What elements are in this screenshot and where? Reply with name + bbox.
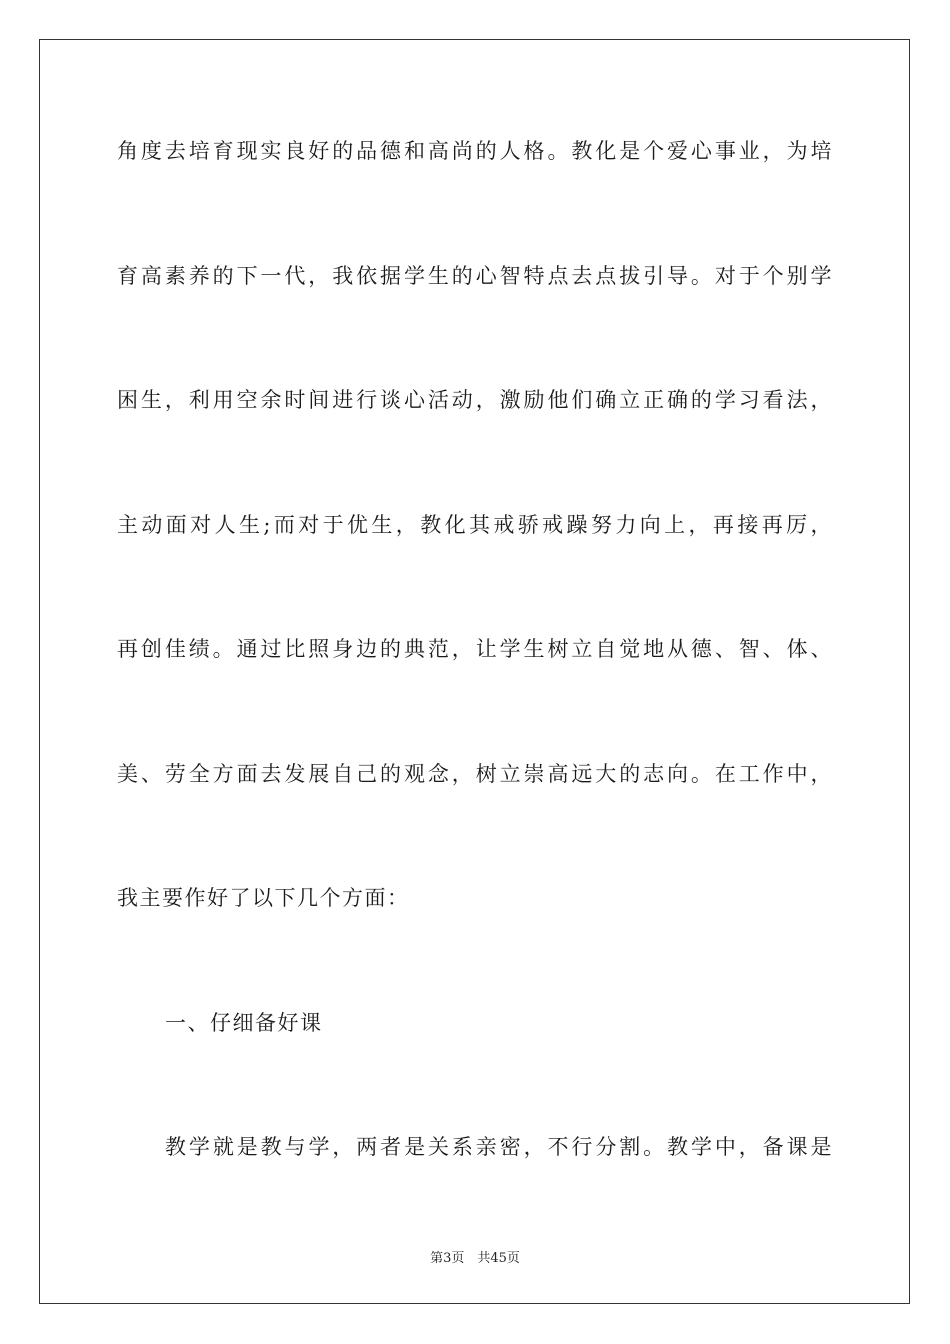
paragraph-line-7: 我主要作好了以下几个方面： <box>117 886 410 910</box>
paragraph-line-3: 困生，利用空余时间进行谈心活动，激励他们确立正确的学习看法， <box>117 388 833 412</box>
paragraph-line-5: 再创佳绩。通过比照身边的典范，让学生树立自觉地从德、智、体、 <box>117 637 833 661</box>
paragraph-line-9: 教学就是教与学，两者是关系亲密，不行分割。教学中，备课是 <box>165 1135 833 1159</box>
paragraph-line-4: 主动面对人生;而对于优生，教化其戒骄戒躁努力向上，再接再厉， <box>117 513 833 537</box>
paragraph-line-2: 育高素养的下一代，我依据学生的心智特点去点拔引导。对于个别学 <box>117 264 833 288</box>
paragraph-line-1: 角度去培育现实良好的品德和高尚的人格。教化是个爱心事业，为培 <box>117 139 833 163</box>
page-number-footer: 第3页 共45页 <box>430 1251 520 1266</box>
page-border <box>39 39 910 1304</box>
section-heading: 一、仔细备好课 <box>165 1011 323 1035</box>
paragraph-line-6: 美、劳全方面去发展自己的观念，树立崇高远大的志向。在工作中， <box>117 762 833 786</box>
